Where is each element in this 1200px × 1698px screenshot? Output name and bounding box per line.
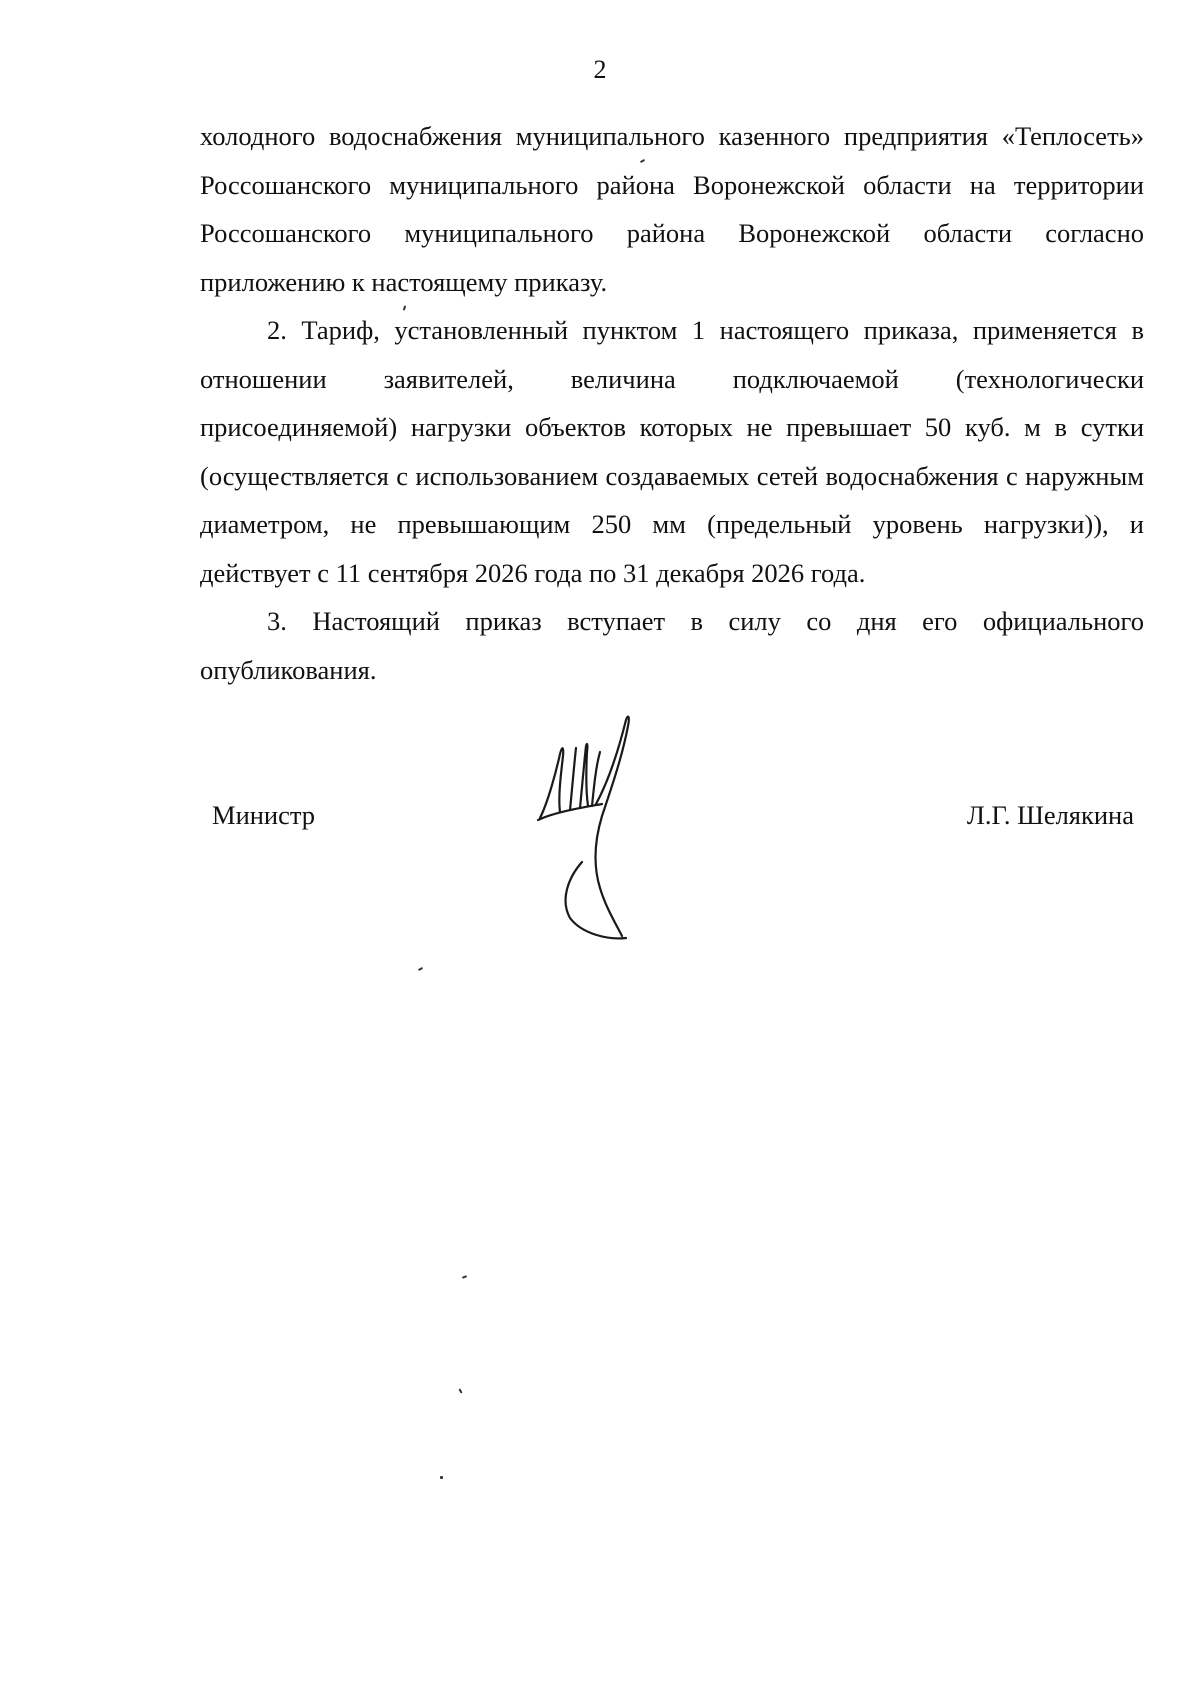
signatory-title: Министр <box>212 800 316 830</box>
page-number: 2 <box>593 55 607 84</box>
scan-speck <box>462 1275 467 1279</box>
document-body <box>200 112 1144 694</box>
scan-speck <box>440 1476 443 1479</box>
scan-speck <box>458 1388 462 1393</box>
handwritten-signature <box>530 712 660 952</box>
scan-speck <box>418 967 423 971</box>
paragraph-item-3: 3. Настоящий приказ вступает в силу со дня его официального опубликования. <box>200 606 1144 685</box>
signatory-name: Л.Г. Шелякина <box>966 800 1134 830</box>
paragraph-continuation: холодного водоснабжения муниципального казенного предприятия «Теплосеть» Россошанского муниципального района Воронежской области на территории Россошанского муниципального района Воронежской области согласно приложению к настоящему приказу. <box>200 121 1144 297</box>
paragraph-item-2: 2. Тариф, установленный пунктом 1 настоящего приказа, применяется в отношении заявителей, величина подключаемой (технологически присоединяемой) нагрузки объектов которых не превышает 50 куб. м в сутки (осуществляется с использованием создаваемых сетей водоснабжения с наружным диаметром, не превышающим 250 мм (предельный уровень нагрузки)), и действует с 11 сентября 2026 года по 31 декабря 2026 года. <box>200 315 1144 588</box>
